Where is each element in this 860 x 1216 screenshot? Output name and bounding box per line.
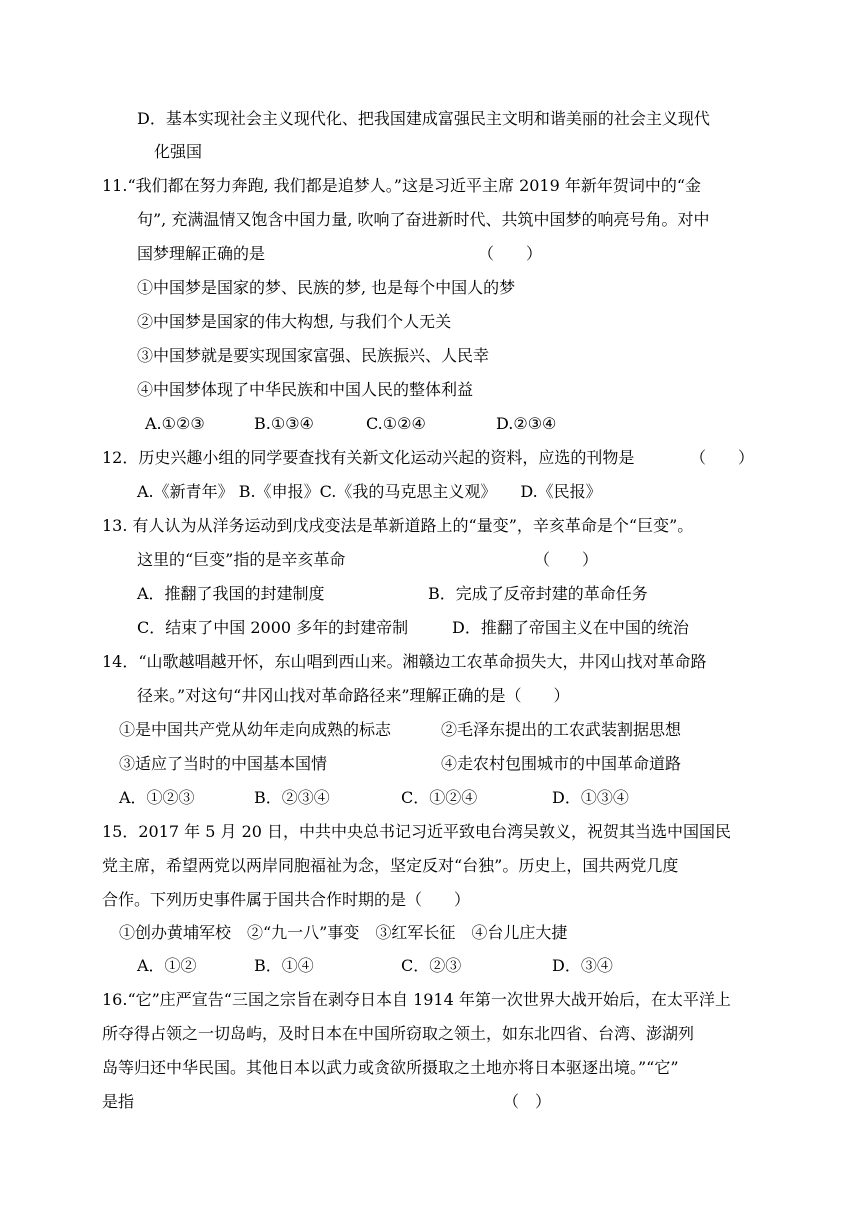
q13-answer-blank: （ ）	[534, 550, 599, 569]
q11-item1: ①中国梦是国家的梦、民族的梦, 也是每个中国人的梦	[137, 278, 516, 297]
q15-stem-line1: 15．2017 年 5 月 20 日，中共中央总书记习近平致电台湾吴敦义，祝贺其当选中国国民	[102, 822, 732, 841]
q14-item3: ③适应了当时的中国基本国情	[119, 754, 328, 773]
q16-stem-line2: 所夺得占领之一切岛屿，及时日本在中国所窃取之领土，如东北四省、台湾、澎湖列	[102, 1024, 695, 1043]
q15-stem-line2: 党主席，希望两党以两岸同胞福祉为念，坚定反对“台独”。历史上，国共两党几度	[102, 856, 679, 875]
q16-stem-line3: 岛等归还中华民国。其他日本以武力或贪欲所摄取之土地亦将日本驱逐出境。”“它”	[102, 1058, 679, 1077]
q10-option-d-line1: D．基本实现社会主义现代化、把我国建成富强民主文明和谐美丽的社会主义现代	[137, 109, 710, 128]
q11-item4: ④中国梦体现了中华民族和中国人民的整体利益	[137, 380, 474, 399]
q14-item2: ②毛泽东提出的工农武装割据思想	[441, 720, 682, 739]
q16-stem-line4: 是指	[102, 1092, 135, 1111]
q11-choice-b: B.①③④	[254, 414, 314, 433]
q11-choice-c: C.①②④	[366, 414, 426, 433]
q11-choice-d: D.②③④	[496, 414, 557, 433]
q12-stem: 12．历史兴趣小组的同学要查找有关新文化运动兴起的资料，应选的刊物是	[102, 448, 635, 467]
q13-stem-line2: 这里的“巨变”指的是辛亥革命	[137, 550, 346, 569]
q10-option-d-line2: 化强国	[154, 142, 203, 161]
q13-stem-line1: 13. 有人认为从洋务运动到戊戌变法是革新道路上的“量变”，辛亥革命是个“巨变”。	[102, 516, 694, 535]
q13-choice-a: A．推翻了我国的封建制度	[137, 584, 325, 603]
q14-item1: ①是中国共产党从幼年走向成熟的标志	[119, 720, 392, 739]
q15-choice-b: B．①④	[254, 956, 314, 975]
q13-choice-c: C．结束了中国 2000 多年的封建帝制	[137, 618, 409, 637]
q14-item4: ④走农村包围城市的中国革命道路	[441, 754, 682, 773]
q16-answer-blank: （ ）	[503, 1092, 552, 1111]
q14-choice-c: C．①②④	[401, 788, 478, 807]
q14-choice-a: A．①②③	[119, 788, 195, 807]
q12-choices: A.《新青年》 B.《申报》C.《我的马克思主义观》 D.《民报》	[137, 482, 602, 501]
q11-item2: ②中国梦是国家的伟大构想, 与我们个人无关	[137, 312, 452, 331]
q11-item3: ③中国梦就是要实现国家富强、民族振兴、人民幸	[137, 346, 490, 365]
q14-choice-b: B．②③④	[254, 788, 330, 807]
q13-choice-d: D．推翻了帝国主义在中国的统治	[452, 618, 689, 637]
q11-answer-blank: （ ）	[478, 244, 543, 263]
q15-choice-d: D．③④	[552, 956, 613, 975]
q15-choice-a: A．①②	[137, 956, 197, 975]
q11-choice-a: A.①②③	[145, 414, 205, 433]
q12-answer-blank: （ ）	[690, 448, 755, 467]
q14-choice-d: D．①③④	[552, 788, 629, 807]
q15-choice-c: C．②③	[401, 956, 462, 975]
q15-items: ①创办黄埔军校 ②“九一八”事变 ③红军长征 ④台儿庄大捷	[119, 923, 568, 942]
q11-stem-line2: 句”, 充满温情又饱含中国力量, 吹响了奋进新时代、共筑中国梦的响亮号角。对中	[137, 210, 710, 229]
q13-choice-b: B．完成了反帝封建的革命任务	[428, 584, 648, 603]
q11-stem-line1: 11.“我们都在努力奔跑, 我们都是追梦人。”这是习近平主席 2019 年新年贺词中的“金	[102, 176, 702, 195]
q15-stem-line3: 合作。下列历史事件属于国共合作时期的是（ ）	[102, 890, 471, 909]
q16-stem-line1: 16.“它”庄严宣告“三国之宗旨在剥夺日本自 1914 年第一次世界大战开始后，在太平洋上	[102, 990, 731, 1009]
q14-stem-line1: 14．“山歌越唱越开怀，东山唱到西山来。湘赣边工农革命损失大，井冈山找对革命路	[102, 652, 707, 671]
q14-stem-line2: 径来。”对这句“井冈山找对革命路径来”理解正确的是（ ）	[137, 686, 570, 705]
q11-stem-line3: 国梦理解正确的是	[137, 244, 266, 263]
